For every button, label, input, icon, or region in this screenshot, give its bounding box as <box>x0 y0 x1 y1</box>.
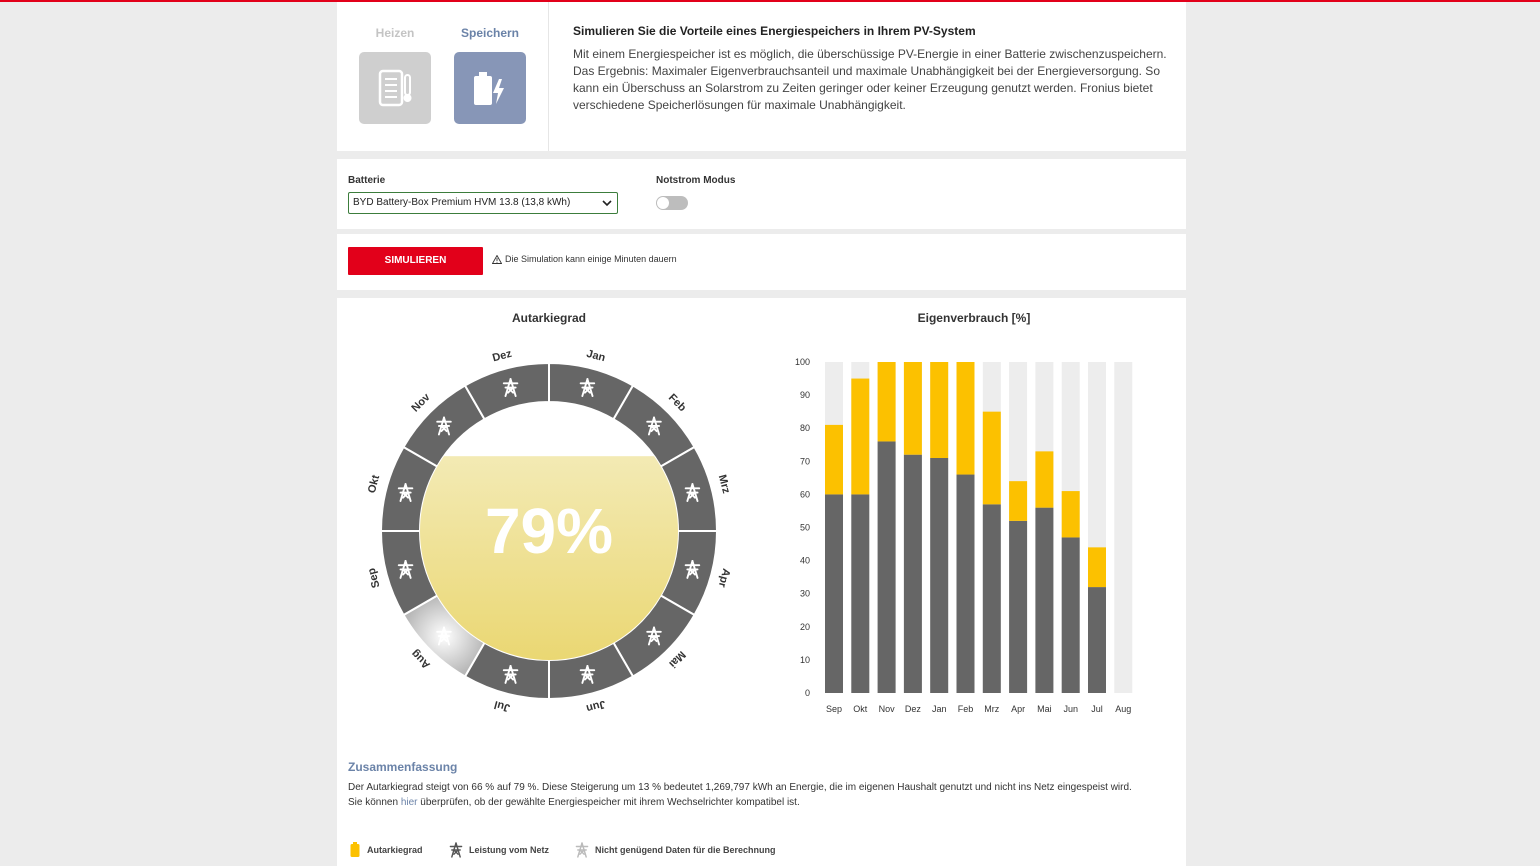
month-label: Mrz <box>715 473 733 495</box>
bar-storage-gain[interactable] <box>957 362 975 475</box>
self-consumption-bar-chart <box>792 338 1182 778</box>
bar-without-storage[interactable] <box>851 494 869 693</box>
simulate-panel <box>337 234 1186 290</box>
intro-body <box>573 46 1173 114</box>
battery-select-value: BYD Battery-Box Premium HVM 13.8 (13,8 kWh) <box>353 197 571 208</box>
x-tick-label: Jul <box>1091 704 1103 714</box>
tab-speichern[interactable] <box>454 52 526 124</box>
bar-storage-gain[interactable] <box>851 379 869 495</box>
month-label: Nov <box>409 391 433 415</box>
y-tick-label: 10 <box>799 654 810 665</box>
month-label: Jun <box>584 697 607 715</box>
bar-without-storage[interactable] <box>1009 521 1027 693</box>
bar-without-storage[interactable] <box>957 475 975 693</box>
y-tick-label: 100 <box>794 357 810 367</box>
intro-line: verschiedene Speicherlösungen für maximale Unabhängigkeit. <box>573 98 906 112</box>
x-tick-label: Dez <box>904 704 921 714</box>
intro-title: Simulieren Sie die Vorteile eines Energiespeichers in Ihrem PV-System <box>573 24 976 38</box>
month-label: Jul <box>492 698 512 714</box>
summary-line <box>348 795 1178 810</box>
x-tick-label: Okt <box>853 704 868 714</box>
summary-text <box>348 780 1178 810</box>
simulate-note <box>492 254 677 264</box>
month-label: Aug <box>409 647 433 671</box>
bar-storage-gain[interactable] <box>930 362 948 458</box>
summary-title: Zusammenfassung <box>348 760 458 774</box>
bar-storage-gain[interactable] <box>1062 491 1080 537</box>
simulate-note-text: Die Simulation kann einige Minuten dauern <box>505 254 677 264</box>
settings-panel <box>337 159 1186 229</box>
warning-icon <box>492 255 502 264</box>
summary-text-part: Sie können <box>348 797 401 808</box>
autarky-value: 79% <box>484 495 614 567</box>
month-label: Sep <box>365 566 383 590</box>
intro-line: Das Ergebnis: Maximaler Eigenverbrauchsanteil und maximale Unabhängigkeit bei der Energieversorgung. So <box>573 64 1160 78</box>
month-label: Apr <box>715 567 733 589</box>
power-pylon-icon <box>449 842 463 858</box>
simulate-button[interactable]: SIMULIEREN <box>348 247 483 275</box>
bar-without-storage[interactable] <box>983 504 1001 693</box>
summary-line: Der Autarkiegrad steigt von 66 % auf 79 %. Diese Steigerung um 13 % bedeutet 1,269,797 kWh an Energie, die im eigenen Haushalt genutzt und nicht ins Netz eingespeist wird. <box>348 782 1132 793</box>
autarky-title: Autarkiegrad <box>511 311 587 325</box>
bar-without-storage[interactable] <box>1088 587 1106 693</box>
self-consumption-title: Eigenverbrauch [%] <box>917 311 1031 325</box>
tab-heizen[interactable] <box>359 52 431 124</box>
bar-storage-gain[interactable] <box>1088 547 1106 587</box>
bar-storage-gain[interactable] <box>1035 451 1053 507</box>
x-tick-label: Apr <box>1011 704 1026 714</box>
x-tick-label: Feb <box>957 704 974 714</box>
y-tick-label: 0 <box>804 688 810 698</box>
month-label: Mai <box>666 648 688 670</box>
y-tick-label: 60 <box>799 489 810 500</box>
x-tick-label: Sep <box>825 704 843 714</box>
legend-autarky <box>349 842 423 858</box>
bar-background <box>1114 362 1132 693</box>
toggle-knob <box>657 197 669 209</box>
legend-grid-label: Leistung vom Netz <box>469 845 550 855</box>
bar-storage-gain[interactable] <box>825 425 843 495</box>
tab-speichern-label: Speichern <box>460 26 520 40</box>
summary-text-part: überprüfen, ob der gewählte Energiespeicher mit ihrem Wechselrichter kompatibel ist. <box>417 797 800 808</box>
chevron-down-icon <box>602 193 612 221</box>
legend-autarky-label: Autarkiegrad <box>367 845 423 855</box>
power-pylon-light-icon <box>575 842 589 858</box>
x-tick-label: Aug <box>1115 704 1132 714</box>
backup-mode-label: Notstrom Modus <box>656 175 736 186</box>
month-label: Jan <box>585 347 607 365</box>
bar-without-storage[interactable] <box>825 494 843 693</box>
battery-charge-icon <box>469 67 511 109</box>
x-tick-label: Mrz <box>984 704 1000 714</box>
battery-icon <box>349 842 361 858</box>
bar-without-storage[interactable] <box>878 441 896 693</box>
intro-line: kann ein Überschuss an Solarstrom zu Zeiten geringer oder keiner Erzeugung genutzt werden. Fronius bietet <box>573 81 1153 95</box>
intro-text <box>573 24 1173 114</box>
compatibility-link[interactable]: hier <box>400 797 418 808</box>
heater-icon <box>374 67 416 109</box>
intro-line: Mit einem Energiespeicher ist es möglich, die überschüssige PV-Energie in einer Batterie zwischenzuspeichern. <box>573 47 1167 61</box>
bar-storage-gain[interactable] <box>878 362 896 441</box>
legend-grid <box>449 842 549 858</box>
bar-without-storage[interactable] <box>904 455 922 693</box>
x-tick-label: Jan <box>931 704 947 714</box>
y-tick-label: 80 <box>799 423 810 434</box>
y-tick-label: 50 <box>799 522 810 533</box>
results-panel <box>337 298 1186 866</box>
intro-panel <box>337 2 1186 151</box>
bar-without-storage[interactable] <box>1035 508 1053 693</box>
legend-nodata <box>575 842 776 858</box>
x-tick-label: Mai <box>1037 704 1052 714</box>
y-tick-label: 40 <box>799 555 810 566</box>
month-label: Dez <box>491 347 514 365</box>
y-tick-label: 90 <box>799 390 810 401</box>
battery-label: Batterie <box>348 175 386 186</box>
y-tick-label: 30 <box>799 588 810 599</box>
month-label: Okt <box>365 473 383 495</box>
bar-without-storage[interactable] <box>1062 537 1080 693</box>
bar-storage-gain[interactable] <box>983 412 1001 505</box>
mode-tabs <box>337 2 549 151</box>
month-label: Feb <box>665 391 689 415</box>
y-tick-label: 70 <box>799 456 810 467</box>
bar-without-storage[interactable] <box>930 458 948 693</box>
battery-select[interactable] <box>348 192 618 214</box>
backup-mode-toggle[interactable] <box>656 196 688 210</box>
bar-storage-gain[interactable] <box>1009 481 1027 521</box>
autarky-donut-chart <box>349 338 749 758</box>
tab-heizen-label: Heizen <box>375 26 415 40</box>
bar-storage-gain[interactable] <box>904 362 922 455</box>
legend-nodata-label: Nicht genügend Daten für die Berechnung <box>595 845 776 855</box>
x-tick-label: Jun <box>1063 704 1078 714</box>
y-tick-label: 20 <box>799 621 810 632</box>
x-tick-label: Nov <box>878 704 895 714</box>
